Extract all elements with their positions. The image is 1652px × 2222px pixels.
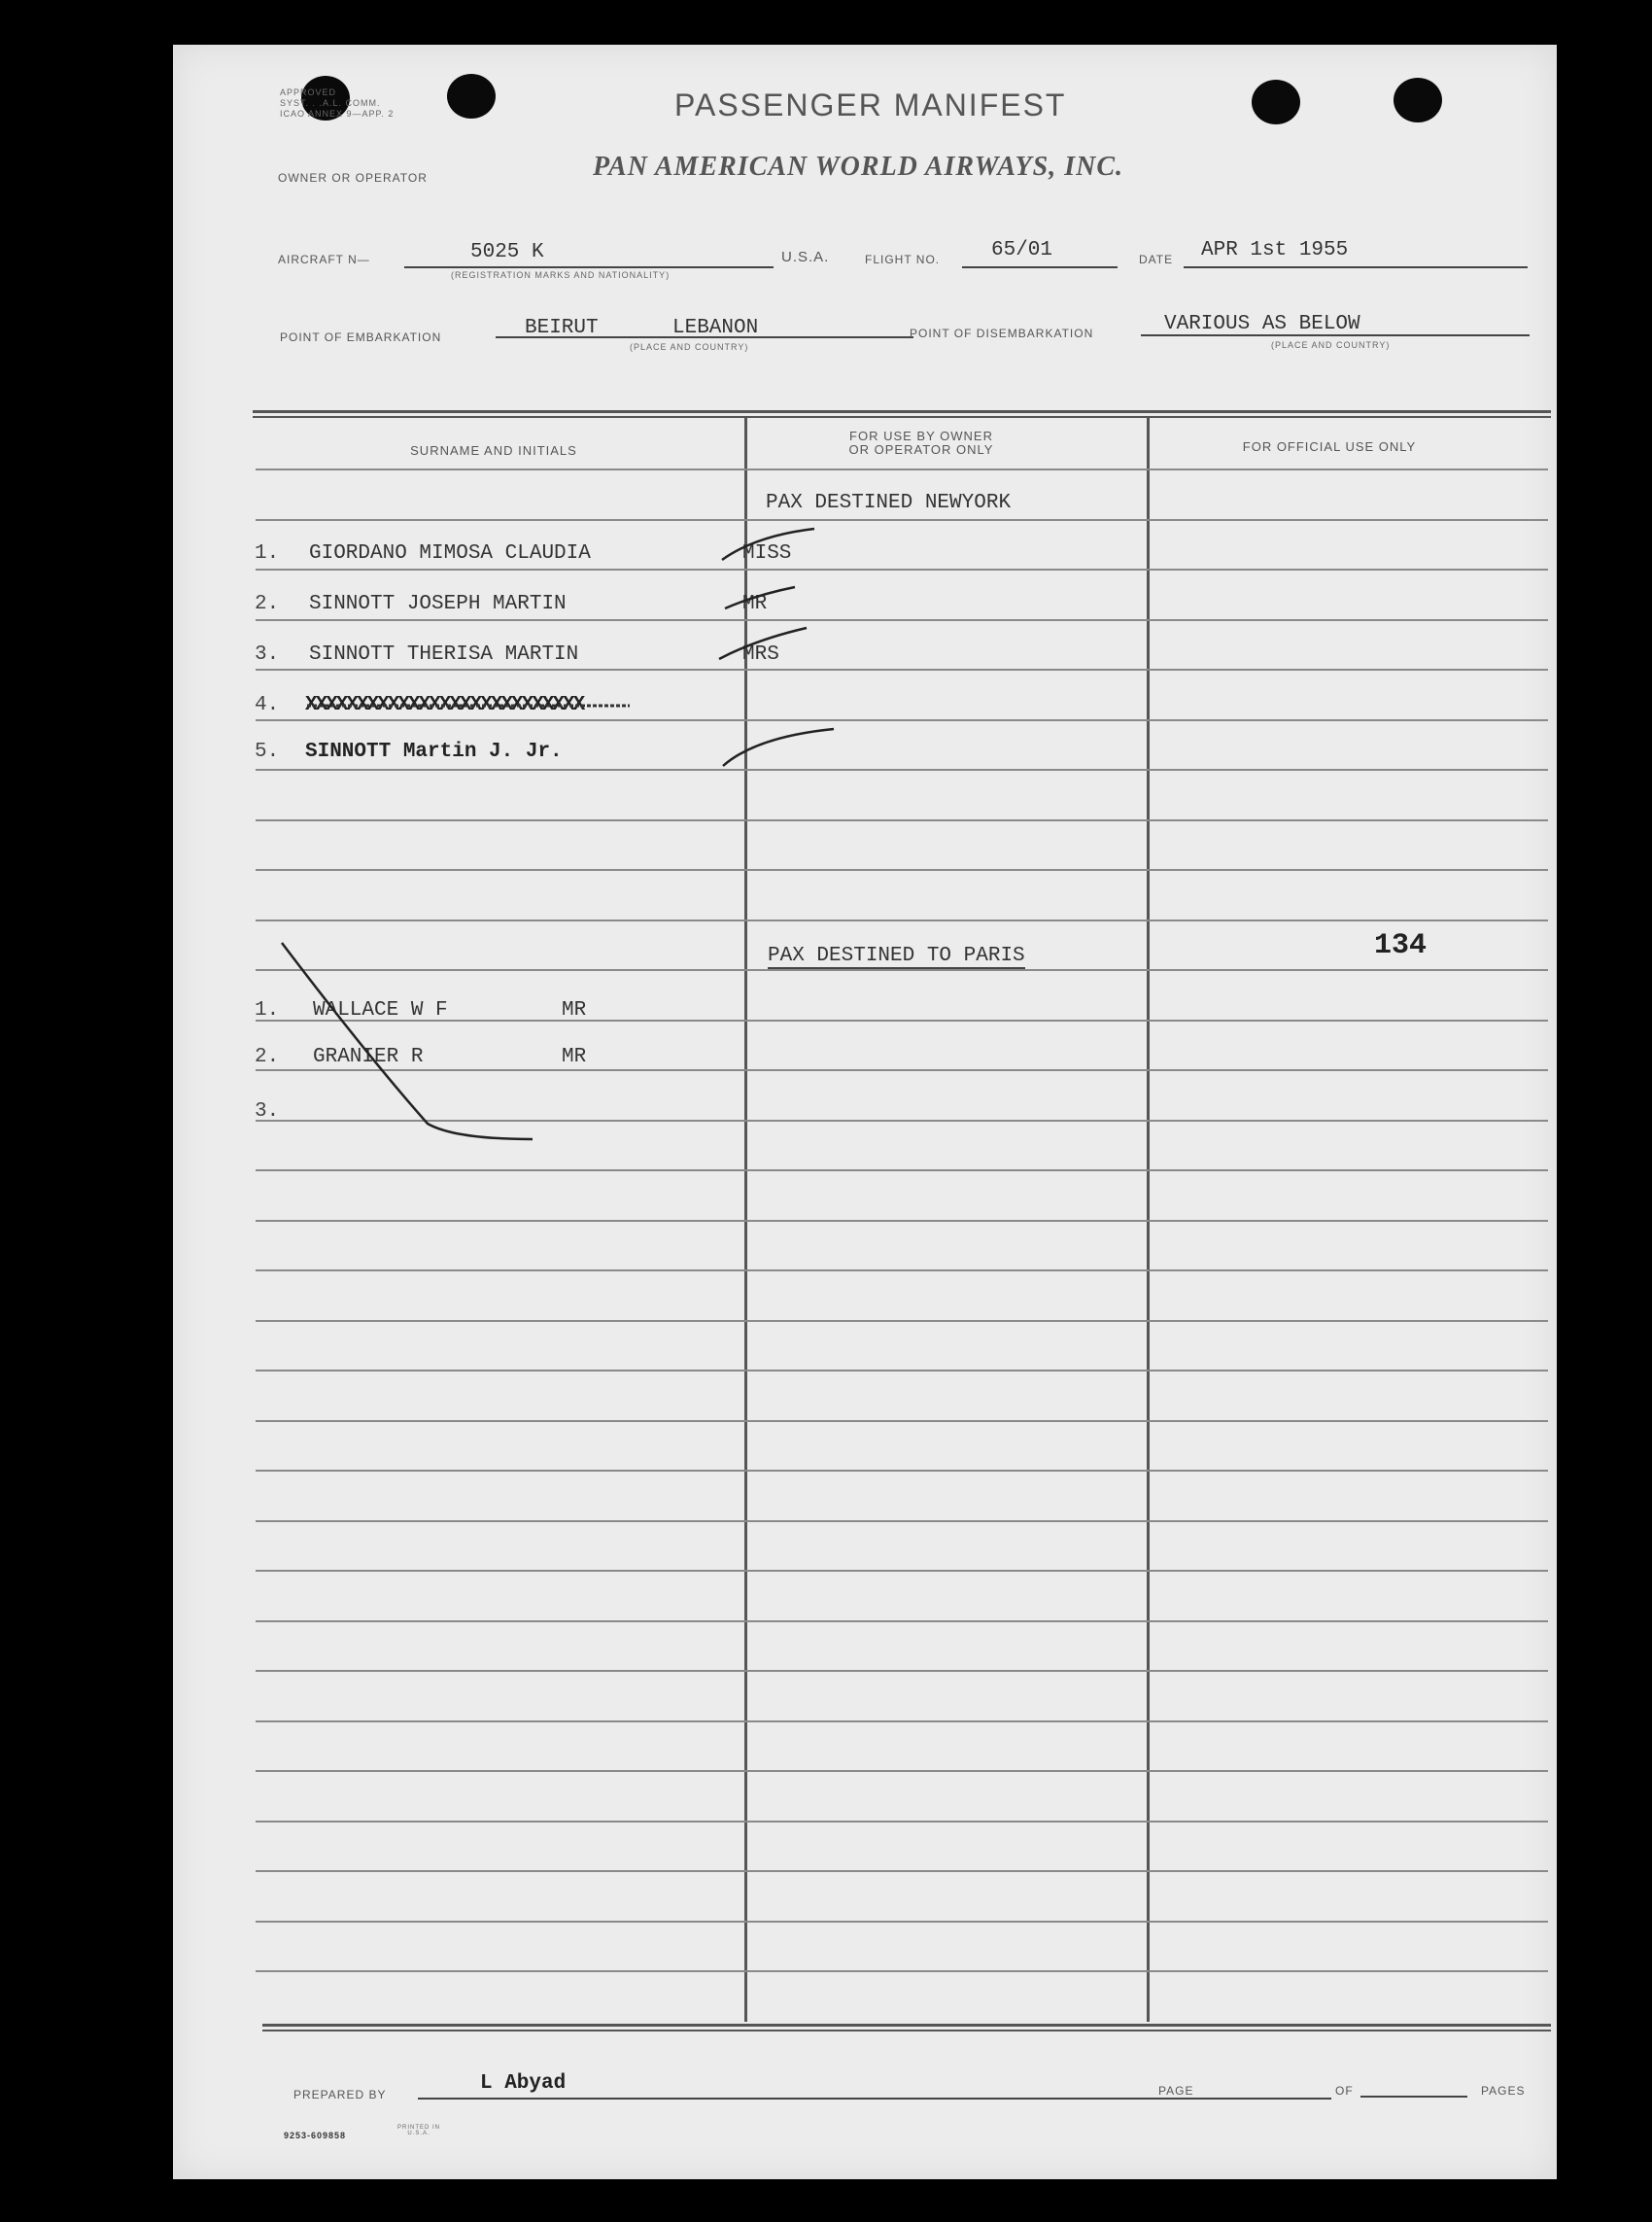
prepared-label: PREPARED BY <box>293 2088 387 2101</box>
ruled-line <box>256 1620 1548 1622</box>
nationality: U.S.A. <box>781 249 830 265</box>
pen-marks <box>173 45 1557 1308</box>
footer-top-rule <box>262 2030 1551 2031</box>
of-underline <box>1360 2096 1467 2098</box>
embark-city: BEIRUT <box>525 317 599 339</box>
prepared-value: L Abyad <box>480 2072 567 2095</box>
col2-header: FOR USE BY OWNER OR OPERATOR ONLY <box>848 429 994 457</box>
disembark-sublabel: (PLACE AND COUNTRY) <box>1271 340 1391 350</box>
row-number: 2. <box>255 593 280 615</box>
ruled-line <box>256 1720 1548 1722</box>
date-label: DATE <box>1139 253 1174 266</box>
ruled-line <box>256 1370 1548 1371</box>
ruled-line <box>256 1970 1548 1972</box>
printer-mark: PRINTED IN U.S.A. <box>396 2125 440 2136</box>
ruled-line <box>256 1870 1548 1872</box>
flight-value: 65/01 <box>991 239 1053 261</box>
prepared-underline <box>418 2098 1331 2100</box>
passenger-title: MR <box>562 1046 587 1068</box>
passenger-title: MISS <box>742 542 792 565</box>
form-number: 9253-609858 <box>284 2131 347 2140</box>
ruled-line <box>256 1570 1548 1572</box>
check-mark <box>725 587 795 608</box>
disembark-label: POINT OF DISEMBARKATION <box>910 327 1094 340</box>
passenger-name: WALLACE W F <box>313 999 448 1022</box>
group-heading: PAX DESTINED NEWYORK <box>766 492 1012 514</box>
col3-header: FOR OFFICIAL USE ONLY <box>1242 439 1417 454</box>
passenger-title: MR <box>742 593 768 615</box>
ruled-line <box>256 1921 1548 1923</box>
row-number: 1. <box>255 999 280 1022</box>
ruled-line <box>256 1670 1548 1672</box>
disembark-value: VARIOUS AS BELOW <box>1164 313 1360 335</box>
passenger-title: MRS <box>742 643 779 666</box>
passenger-name: SINNOTT JOSEPH MARTIN <box>309 593 567 615</box>
check-mark <box>722 529 814 560</box>
check-mark <box>719 628 807 659</box>
official-number: 134 <box>1374 929 1428 962</box>
pages-label: PAGES <box>1481 2084 1526 2098</box>
row-number: 2. <box>255 1046 280 1068</box>
footer-top-rule <box>262 2024 1551 2027</box>
flight-label: FLIGHT NO. <box>865 253 941 266</box>
ruled-line <box>256 1520 1548 1522</box>
manifest-sheet <box>173 45 1557 2179</box>
row-number: 3. <box>255 643 280 666</box>
passenger-name: GIORDANO MIMOSA CLAUDIA <box>309 542 591 565</box>
strike-through <box>282 943 533 1139</box>
aircraft-value: 5025 K <box>470 241 544 263</box>
owner-value: PAN AMERICAN WORLD AIRWAYS, INC. <box>593 152 1124 182</box>
embark-sublabel: (PLACE AND COUNTRY) <box>630 342 749 352</box>
approval-note: APPROVED SYST. . .A.L. COMM. ICAO ANNEX 9—APP. 2 <box>280 87 395 119</box>
group-heading: PAX DESTINED TO PARIS <box>768 945 1025 967</box>
passenger-name: SINNOTT Martin J. Jr. <box>305 741 563 763</box>
date-value: APR 1st 1955 <box>1201 239 1349 261</box>
embark-country: LEBANON <box>672 317 759 339</box>
ruled-line <box>256 1470 1548 1472</box>
passenger-name: GRANIER R <box>313 1046 424 1068</box>
ruled-line <box>256 1770 1548 1772</box>
page-label: PAGE <box>1158 2084 1194 2098</box>
ruled-line <box>256 1420 1548 1422</box>
owner-label: OWNER OR OPERATOR <box>278 171 428 185</box>
aircraft-sublabel: (REGISTRATION MARKS AND NATIONALITY) <box>451 270 671 280</box>
col1-header: SURNAME AND INITIALS <box>410 443 577 458</box>
row-number: 4. <box>255 694 280 716</box>
passenger-title: MR <box>562 999 587 1022</box>
of-label: OF <box>1335 2084 1354 2098</box>
ruled-line <box>256 1320 1548 1322</box>
ruled-line <box>256 1821 1548 1823</box>
page-title: PASSENGER MANIFEST <box>674 87 1067 122</box>
embark-label: POINT OF EMBARKATION <box>280 330 442 344</box>
row-number: 5. <box>255 741 280 763</box>
passenger-name-struck: XXXXXXXXXXXXXXXXXXXXXXXXXXX <box>305 694 584 716</box>
check-mark <box>723 729 834 766</box>
row-number: 1. <box>255 542 280 565</box>
aircraft-label: AIRCRAFT N— <box>278 253 370 266</box>
row-number: 3. <box>255 1100 280 1123</box>
passenger-name: SINNOTT THERISA MARTIN <box>309 643 579 666</box>
